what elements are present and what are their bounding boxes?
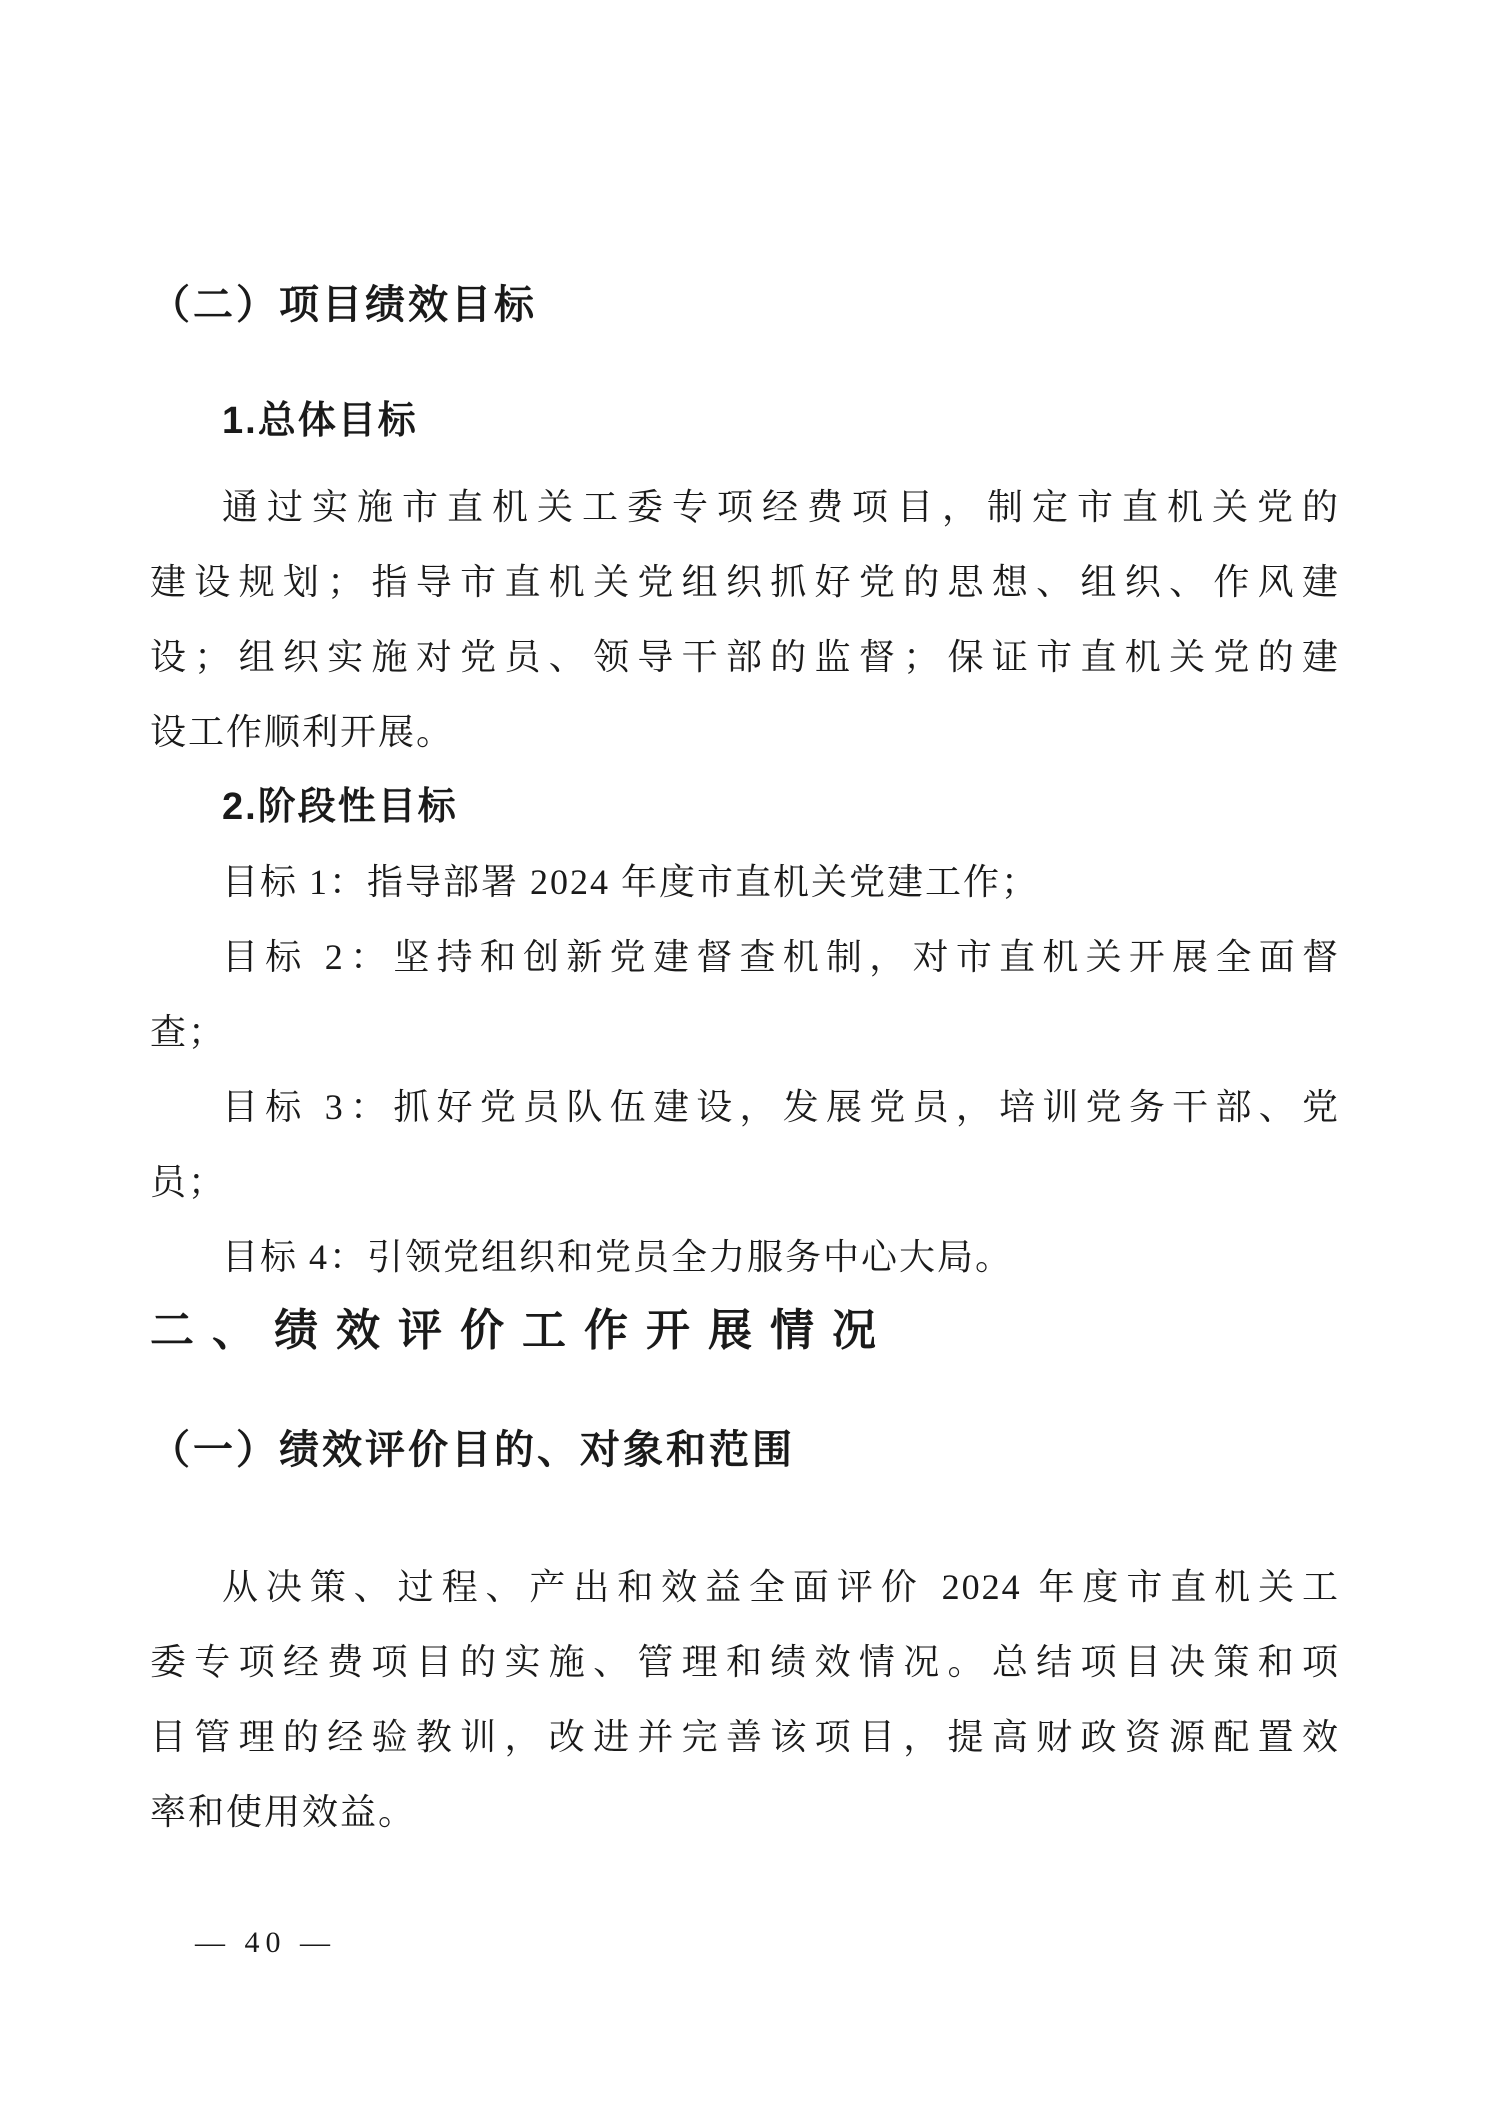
- goal-line-1: 目标 1：指导部署 2024 年度市直机关党建工作；: [222, 862, 1040, 902]
- evaluation-paragraph-line: 率和使用效益。: [150, 1792, 417, 1832]
- overall-goal-paragraph-line: 建设规划；指导市直机关党组织抓好党的思想、组织、作风建: [150, 562, 1340, 602]
- section-heading-evaluation-scope: （一）绩效评价目的、对象和范围: [150, 1428, 795, 1472]
- overall-goal-paragraph-line: 设工作顺利开展。: [150, 712, 455, 752]
- evaluation-paragraph-line: 委专项经费项目的实施、管理和绩效情况。总结项目决策和项: [150, 1642, 1340, 1682]
- page-number: — 40 —: [195, 1926, 336, 1959]
- goal-line-2-continuation: 查；: [150, 1012, 227, 1052]
- overall-goal-paragraph-line: 通过实施市直机关工委专项经费项目，制定市直机关党的: [222, 487, 1340, 527]
- goal-line-3-continuation: 员；: [150, 1162, 227, 1202]
- chapter-heading-evaluation-work: 二、绩效评价工作开展情况: [150, 1306, 894, 1355]
- subsection-heading-phase-goal: 2.阶段性目标: [222, 786, 458, 828]
- subsection-heading-overall-goal: 1.总体目标: [222, 400, 418, 442]
- goal-line-2: 目标 2：坚持和创新党建督查机制，对市直机关开展全面督: [222, 937, 1340, 977]
- overall-goal-paragraph-line: 设；组织实施对党员、领导干部的监督；保证市直机关党的建: [150, 637, 1340, 677]
- evaluation-paragraph-line: 从决策、过程、产出和效益全面评价 2024 年度市直机关工: [222, 1567, 1340, 1607]
- goal-line-3: 目标 3：抓好党员队伍建设，发展党员，培训党务干部、党: [222, 1087, 1340, 1127]
- evaluation-paragraph-line: 目管理的经验教训，改进并完善该项目，提高财政资源配置效: [150, 1717, 1340, 1757]
- section-heading-project-performance-goals: （二）项目绩效目标: [150, 283, 537, 327]
- goal-line-4: 目标 4：引领党组织和党员全力服务中心大局。: [222, 1237, 1014, 1277]
